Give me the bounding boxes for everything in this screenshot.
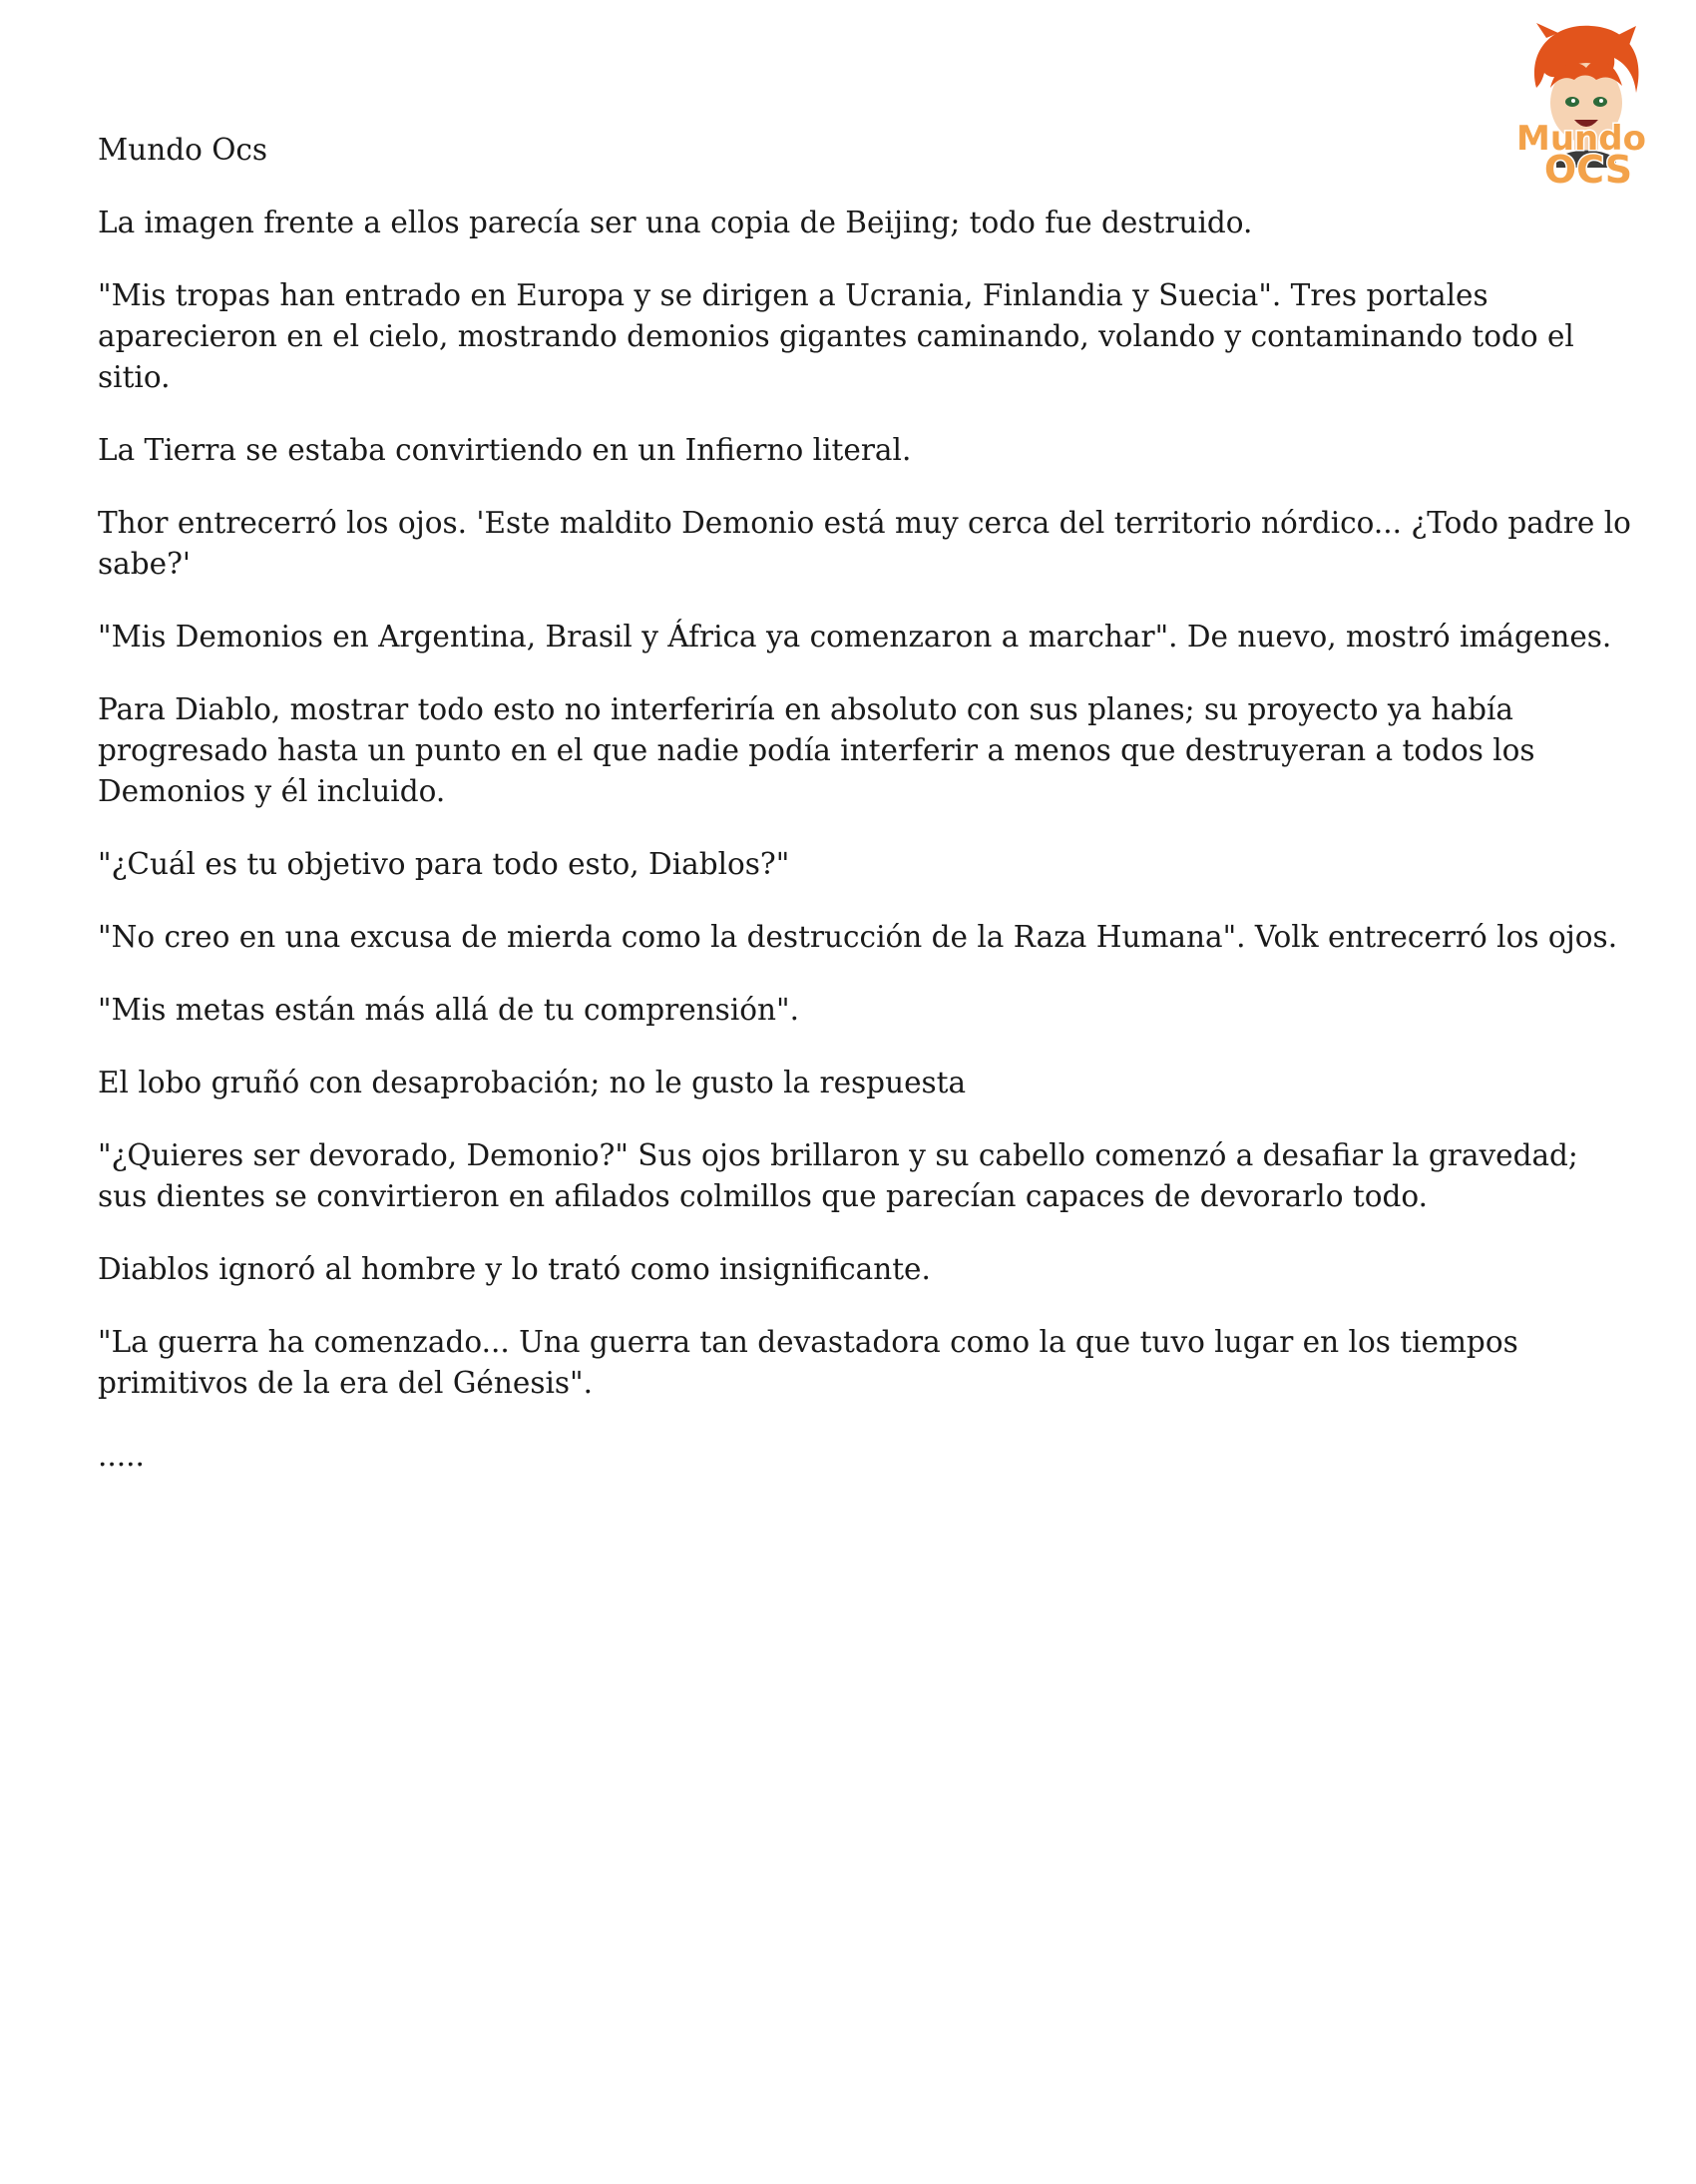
paragraph: "¿Cuál es tu objetivo para todo esto, Diablos?" bbox=[98, 847, 790, 881]
paragraph: La imagen frente a ellos parecía ser una copia de Beijing; todo fue destruido. bbox=[98, 206, 1253, 239]
logo-text-line2: OCS bbox=[1543, 148, 1633, 188]
paragraph: "¿Quieres ser devorado, Demonio?" Sus ojos brillaron y su cabello comenzó a desafiar la gravedad; sus dientes se convirtieron en afilados colmillos que parecían capaces de devorarlo todo. bbox=[98, 1138, 1578, 1213]
logo-text-line1: Mundo bbox=[1516, 119, 1646, 159]
paragraph: La Tierra se estaba convirtiendo en un Infierno literal. bbox=[98, 433, 912, 467]
document-body bbox=[98, 130, 1634, 1509]
paragraph: Para Diablo, mostrar todo esto no interferiría en absoluto con sus planes; su proyecto ya había progresado hasta un punto en el que nadie podía interferir a menos que destruyeran a todos los Demonios y él incluido. bbox=[98, 692, 1535, 808]
paragraph: "Mis tropas han entrado en Europa y se dirigen a Ucrania, Finlandia y Suecia". Tres portales aparecieron en el cielo, mostrando demonios gigantes caminando, volando y contaminando todo el sitio. bbox=[98, 278, 1574, 394]
document-header: Mundo Ocs bbox=[98, 133, 268, 167]
paragraph: "No creo en una excusa de mierda como la destrucción de la Raza Humana". Volk entrecerró los ojos. bbox=[98, 920, 1618, 954]
paragraph: El lobo gruñó con desaprobación; no le gusto la respuesta bbox=[98, 1066, 967, 1099]
paragraph: "Mis Demonios en Argentina, Brasil y África ya comenzaron a marchar". De nuevo, mostró imágenes. bbox=[98, 620, 1612, 654]
paragraph: Diablos ignoró al hombre y lo trató como insignificante. bbox=[98, 1252, 931, 1286]
paragraph: "Mis metas están más allá de tu comprensión". bbox=[98, 993, 799, 1027]
paragraph: "La guerra ha comenzado... Una guerra tan devastadora como la que tuvo lugar en los tiempos primitivos de la era del Génesis". bbox=[98, 1325, 1518, 1400]
paragraph-ellipsis: ..... bbox=[98, 1439, 145, 1473]
paragraph: Thor entrecerró los ojos. 'Este maldito Demonio está muy cerca del territorio nórdico... ¿Todo padre lo sabe?' bbox=[98, 506, 1631, 581]
